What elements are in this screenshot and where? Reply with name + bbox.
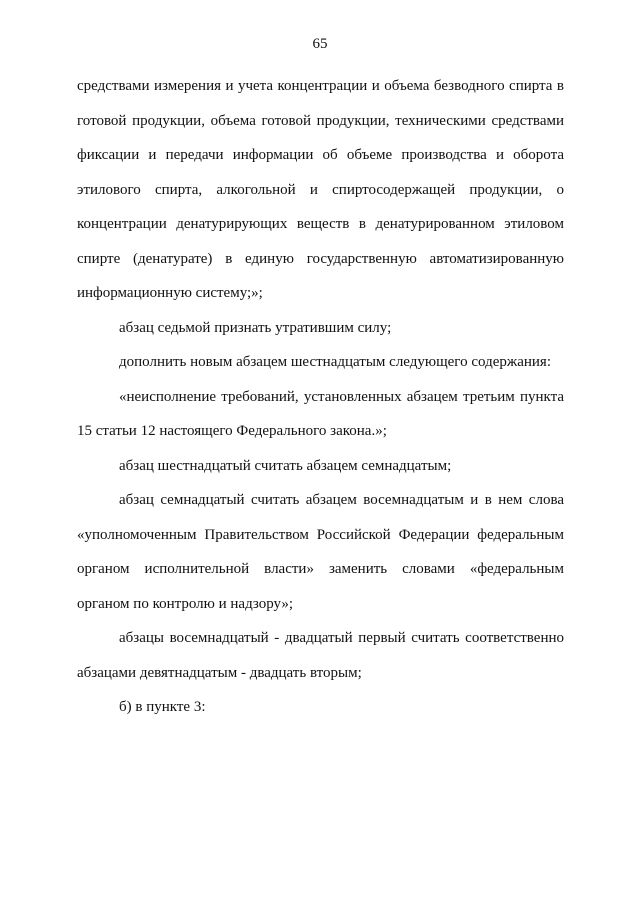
paragraph-continuation: средствами измерения и учета концентрации и объема безводного спирта в готовой продукции, объема готовой продукции, техническими средствами фиксации и передачи информации об объеме производства и оборота этилового спирта, алкогольной и спиртосодержащей продукции, о концентрации денатурирующих веществ в денатурированном этиловом спирте (денатурате) в единую государственную автоматизированную информационную систему;»; (77, 78, 564, 301)
paragraph-add-abzac-16: дополнить новым абзацем шестнадцатым следующего содержания: (119, 354, 551, 370)
paragraph-abzac-7-repeal: абзац седьмой признать утратившим силу; (119, 319, 392, 336)
page-number: 65 (312, 36, 328, 52)
paragraph-quoted-text: «неисполнение требований, установленных абзацем третьим пункта 15 статьи 12 настоящего Федерального закона.»; (77, 388, 564, 439)
paragraph-renumber-16: абзац шестнадцатый считать абзацем семнадцатым; (119, 457, 452, 474)
paragraph-renumber-18-21: абзацы восемнадцатый - двадцатый первый считать соответственно абзацами девятнадцатым - двадцать вторым; (77, 630, 564, 681)
paragraph-renumber-17: абзац семнадцатый считать абзацем восемнадцатым и в нем слова «уполномоченным Правительством Российской Федерации федеральным органом исполнительной власти» заменить словами «федеральным органом по контролю и надзору»; (77, 492, 564, 612)
paragraph-item-b: б) в пункте 3: (119, 699, 206, 715)
document-body (77, 69, 564, 725)
